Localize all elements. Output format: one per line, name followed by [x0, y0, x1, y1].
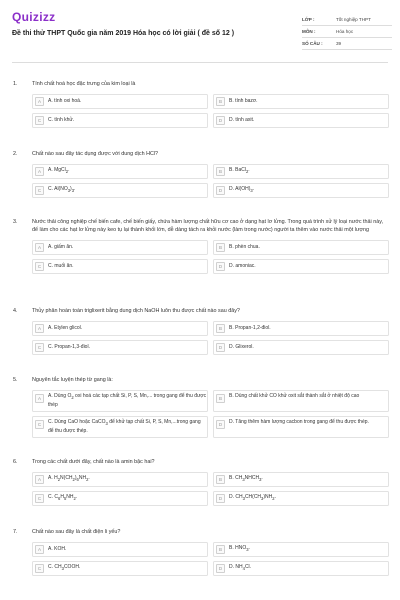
answer-option-a[interactable] — [32, 472, 208, 487]
option-text: C. $C_6H_5NH_2$. — [48, 494, 78, 502]
answer-options — [32, 240, 389, 274]
option-text: B. $HNO_3$. — [229, 545, 250, 553]
option-letter-box: A — [35, 167, 44, 176]
option-text: D. tính axit. — [229, 117, 255, 124]
option-letter-box: C — [35, 494, 44, 503]
question-6 — [13, 458, 389, 506]
option-letter-box: C — [35, 116, 44, 125]
answer-options — [32, 472, 389, 506]
option-text: D. Glixerol. — [229, 344, 254, 351]
option-text: D. $NH_4Cl$. — [229, 564, 252, 572]
option-text: C. Dùng CaO hoặc CaCO$_3$ để khử tạp chất Si, P, S, Mn,...trong gang để thu được thép. — [48, 419, 201, 434]
question-header — [13, 458, 389, 466]
question-3 — [13, 218, 389, 274]
answer-options — [32, 164, 389, 198]
meta-panel — [302, 14, 392, 50]
option-text: C. muối ăn. — [48, 263, 74, 270]
option-letter-box: C — [35, 564, 44, 573]
option-text: B. BaCl$_2$. — [229, 167, 250, 175]
answer-options — [32, 390, 389, 438]
option-text: A. MgCl$_2$. — [48, 167, 70, 175]
question-text: Chất nào sau đây tác dụng được với dung dịch HCl? — [32, 151, 159, 157]
option-letter-box: C — [35, 343, 44, 352]
meta-label: MÔN : — [302, 29, 316, 34]
question-header — [13, 150, 389, 158]
answer-option-d[interactable] — [213, 340, 389, 355]
option-letter-box: B — [216, 167, 225, 176]
question-number: 1. — [13, 81, 18, 87]
option-letter-box: D — [216, 494, 225, 503]
page-header — [0, 0, 400, 62]
answer-option-b[interactable] — [213, 164, 389, 179]
question-4 — [13, 307, 389, 355]
option-text: B. Dùng chất khử CO khử oxit sắt thành sắt ở nhiệt độ cao — [229, 393, 360, 399]
option-text: C. Propan-1,3-điol. — [48, 344, 90, 351]
answer-options — [32, 94, 389, 128]
option-letter-box: B — [216, 97, 225, 106]
question-header — [13, 528, 389, 536]
question-text: Thủy phân hoàn toàn triglixerit bằng dung dịch NaOH luôn thu được chất nào sau đây? — [32, 308, 240, 314]
question-7 — [13, 528, 389, 576]
question-number: 7. — [13, 529, 18, 535]
option-text: B. phèn chua. — [229, 244, 260, 251]
option-text: B. tính bazơ. — [229, 98, 258, 105]
answer-option-c[interactable] — [32, 113, 208, 128]
option-letter-box: B — [216, 394, 225, 403]
option-letter-box: B — [216, 324, 225, 333]
question-header — [13, 80, 389, 88]
question-number: 6. — [13, 459, 18, 465]
answer-option-a[interactable] — [32, 240, 208, 255]
answer-option-b[interactable] — [213, 542, 389, 557]
option-letter-box: B — [216, 545, 225, 554]
meta-value: Hóa học — [336, 29, 354, 34]
option-letter-box: D — [216, 343, 225, 352]
option-text: A. giấm ăn. — [48, 244, 74, 251]
meta-label: SỐ CÂU : — [302, 41, 323, 46]
option-text: D. $CH_3CH(CH_3)NH_2$. — [229, 494, 276, 502]
question-number: 5. — [13, 377, 18, 383]
header-divider — [12, 62, 388, 63]
question-number: 2. — [13, 151, 18, 157]
answer-option-a[interactable] — [32, 164, 208, 179]
question-header — [13, 218, 389, 234]
answer-option-a[interactable] — [32, 390, 208, 412]
question-number: 3. — [13, 219, 18, 225]
question-text: Nước thải công nghiệp chế biến cafe, chế biến giấy, chứa hàm lượng chất hữu cơ cao ở dạng hạt lơ lửng. Trong quá trình xử lý loại nước thải này, để làm cho các hạt lơ lửng này keo tụ lại thành khối lớn, dễ dàng tách ra khỏi nước (làm trong nước) người ta thêm vào nước thải một lượng — [32, 219, 384, 233]
option-letter-box: D — [216, 186, 225, 195]
answer-option-c[interactable] — [32, 259, 208, 274]
question-header — [13, 376, 389, 384]
question-text: Tính chất hoá học đặc trưng của kim loại là — [32, 81, 136, 87]
option-letter-box: C — [35, 420, 44, 429]
answer-option-c[interactable] — [32, 340, 208, 355]
question-text: Nguyên tắc luyện thép từ gang là: — [32, 377, 113, 383]
meta-value: 39 — [336, 41, 342, 46]
quizizz-logo: Quizizz — [12, 10, 56, 24]
option-letter-box: B — [216, 243, 225, 252]
answer-option-b[interactable] — [213, 240, 389, 255]
option-letter-box: A — [35, 475, 44, 484]
option-letter-box: D — [216, 116, 225, 125]
option-letter-box: A — [35, 243, 44, 252]
question-header — [13, 307, 389, 315]
document-title: Đề thi thử THPT Quốc gia năm 2019 Hóa học có lời giải ( đề số 12 ) — [12, 30, 235, 37]
answer-option-d[interactable] — [213, 416, 389, 438]
option-text: B. Propan-1,2-điol. — [229, 325, 271, 332]
answer-option-c[interactable] — [32, 183, 208, 198]
question-text: Chất nào sau đây là chất điện li yếu? — [32, 529, 121, 535]
answer-options — [32, 321, 389, 355]
option-text: D. $Al(OH)_3$. — [229, 186, 255, 194]
option-text: A. Dùng $O_2$ oxi hoá các tạp chất Si, P, S, Mn,... trong gang để thu được thép — [48, 393, 207, 408]
answer-option-b[interactable] — [213, 472, 389, 487]
answer-option-a[interactable] — [32, 542, 208, 557]
answer-option-c[interactable] — [32, 416, 208, 438]
answer-option-b[interactable] — [213, 321, 389, 336]
option-letter-box: A — [35, 394, 44, 403]
meta-label: LỚP : — [302, 17, 315, 22]
option-letter-box: D — [216, 262, 225, 271]
meta-row-count — [302, 38, 392, 50]
option-text: C. tính khử. — [48, 117, 75, 124]
answer-option-c[interactable] — [32, 491, 208, 506]
option-text: C. $CH_3COOH$. — [48, 564, 81, 572]
answer-option-a[interactable] — [32, 321, 208, 336]
question-text: Trong các chất dưới đây, chất nào là amin bậc hai? — [32, 459, 155, 465]
answer-option-d[interactable] — [213, 259, 389, 274]
option-text: A. $H_2N(CH_2)_6NH_2$. — [48, 475, 90, 483]
option-text: D. Tăng thêm hàm lượng cacbon trong gang để thu được thép. — [229, 419, 369, 425]
option-letter-box: D — [216, 564, 225, 573]
answer-option-a[interactable] — [32, 94, 208, 109]
question-number: 4. — [13, 308, 18, 314]
option-letter-box: A — [35, 545, 44, 554]
question-2 — [13, 150, 389, 198]
option-letter-box: A — [35, 97, 44, 106]
question-5 — [13, 376, 389, 438]
option-letter-box: A — [35, 324, 44, 333]
option-text: A. tính oxi hoá. — [48, 98, 82, 105]
option-text: A. KOH. — [48, 546, 67, 553]
option-text: A. Etylen glicol. — [48, 325, 83, 332]
answer-option-d[interactable] — [213, 561, 389, 576]
meta-row-subject — [302, 26, 392, 38]
answer-option-b[interactable] — [213, 390, 389, 412]
answer-option-d[interactable] — [213, 183, 389, 198]
option-text: B. $CH_3NHCH_3$. — [229, 475, 263, 483]
answer-options — [32, 542, 389, 576]
option-text: C. $Al(NO_3)_3$. — [48, 186, 76, 194]
option-letter-box: C — [35, 186, 44, 195]
question-1 — [13, 80, 389, 128]
answer-option-d[interactable] — [213, 491, 389, 506]
answer-option-c[interactable] — [32, 561, 208, 576]
answer-option-b[interactable] — [213, 94, 389, 109]
answer-option-d[interactable] — [213, 113, 389, 128]
option-text: D. amoniac. — [229, 263, 256, 270]
meta-value: Tốt nghiệp THPT — [336, 17, 371, 22]
option-letter-box: C — [35, 262, 44, 271]
option-letter-box: D — [216, 420, 225, 429]
meta-row-class — [302, 14, 392, 26]
option-letter-box: B — [216, 475, 225, 484]
